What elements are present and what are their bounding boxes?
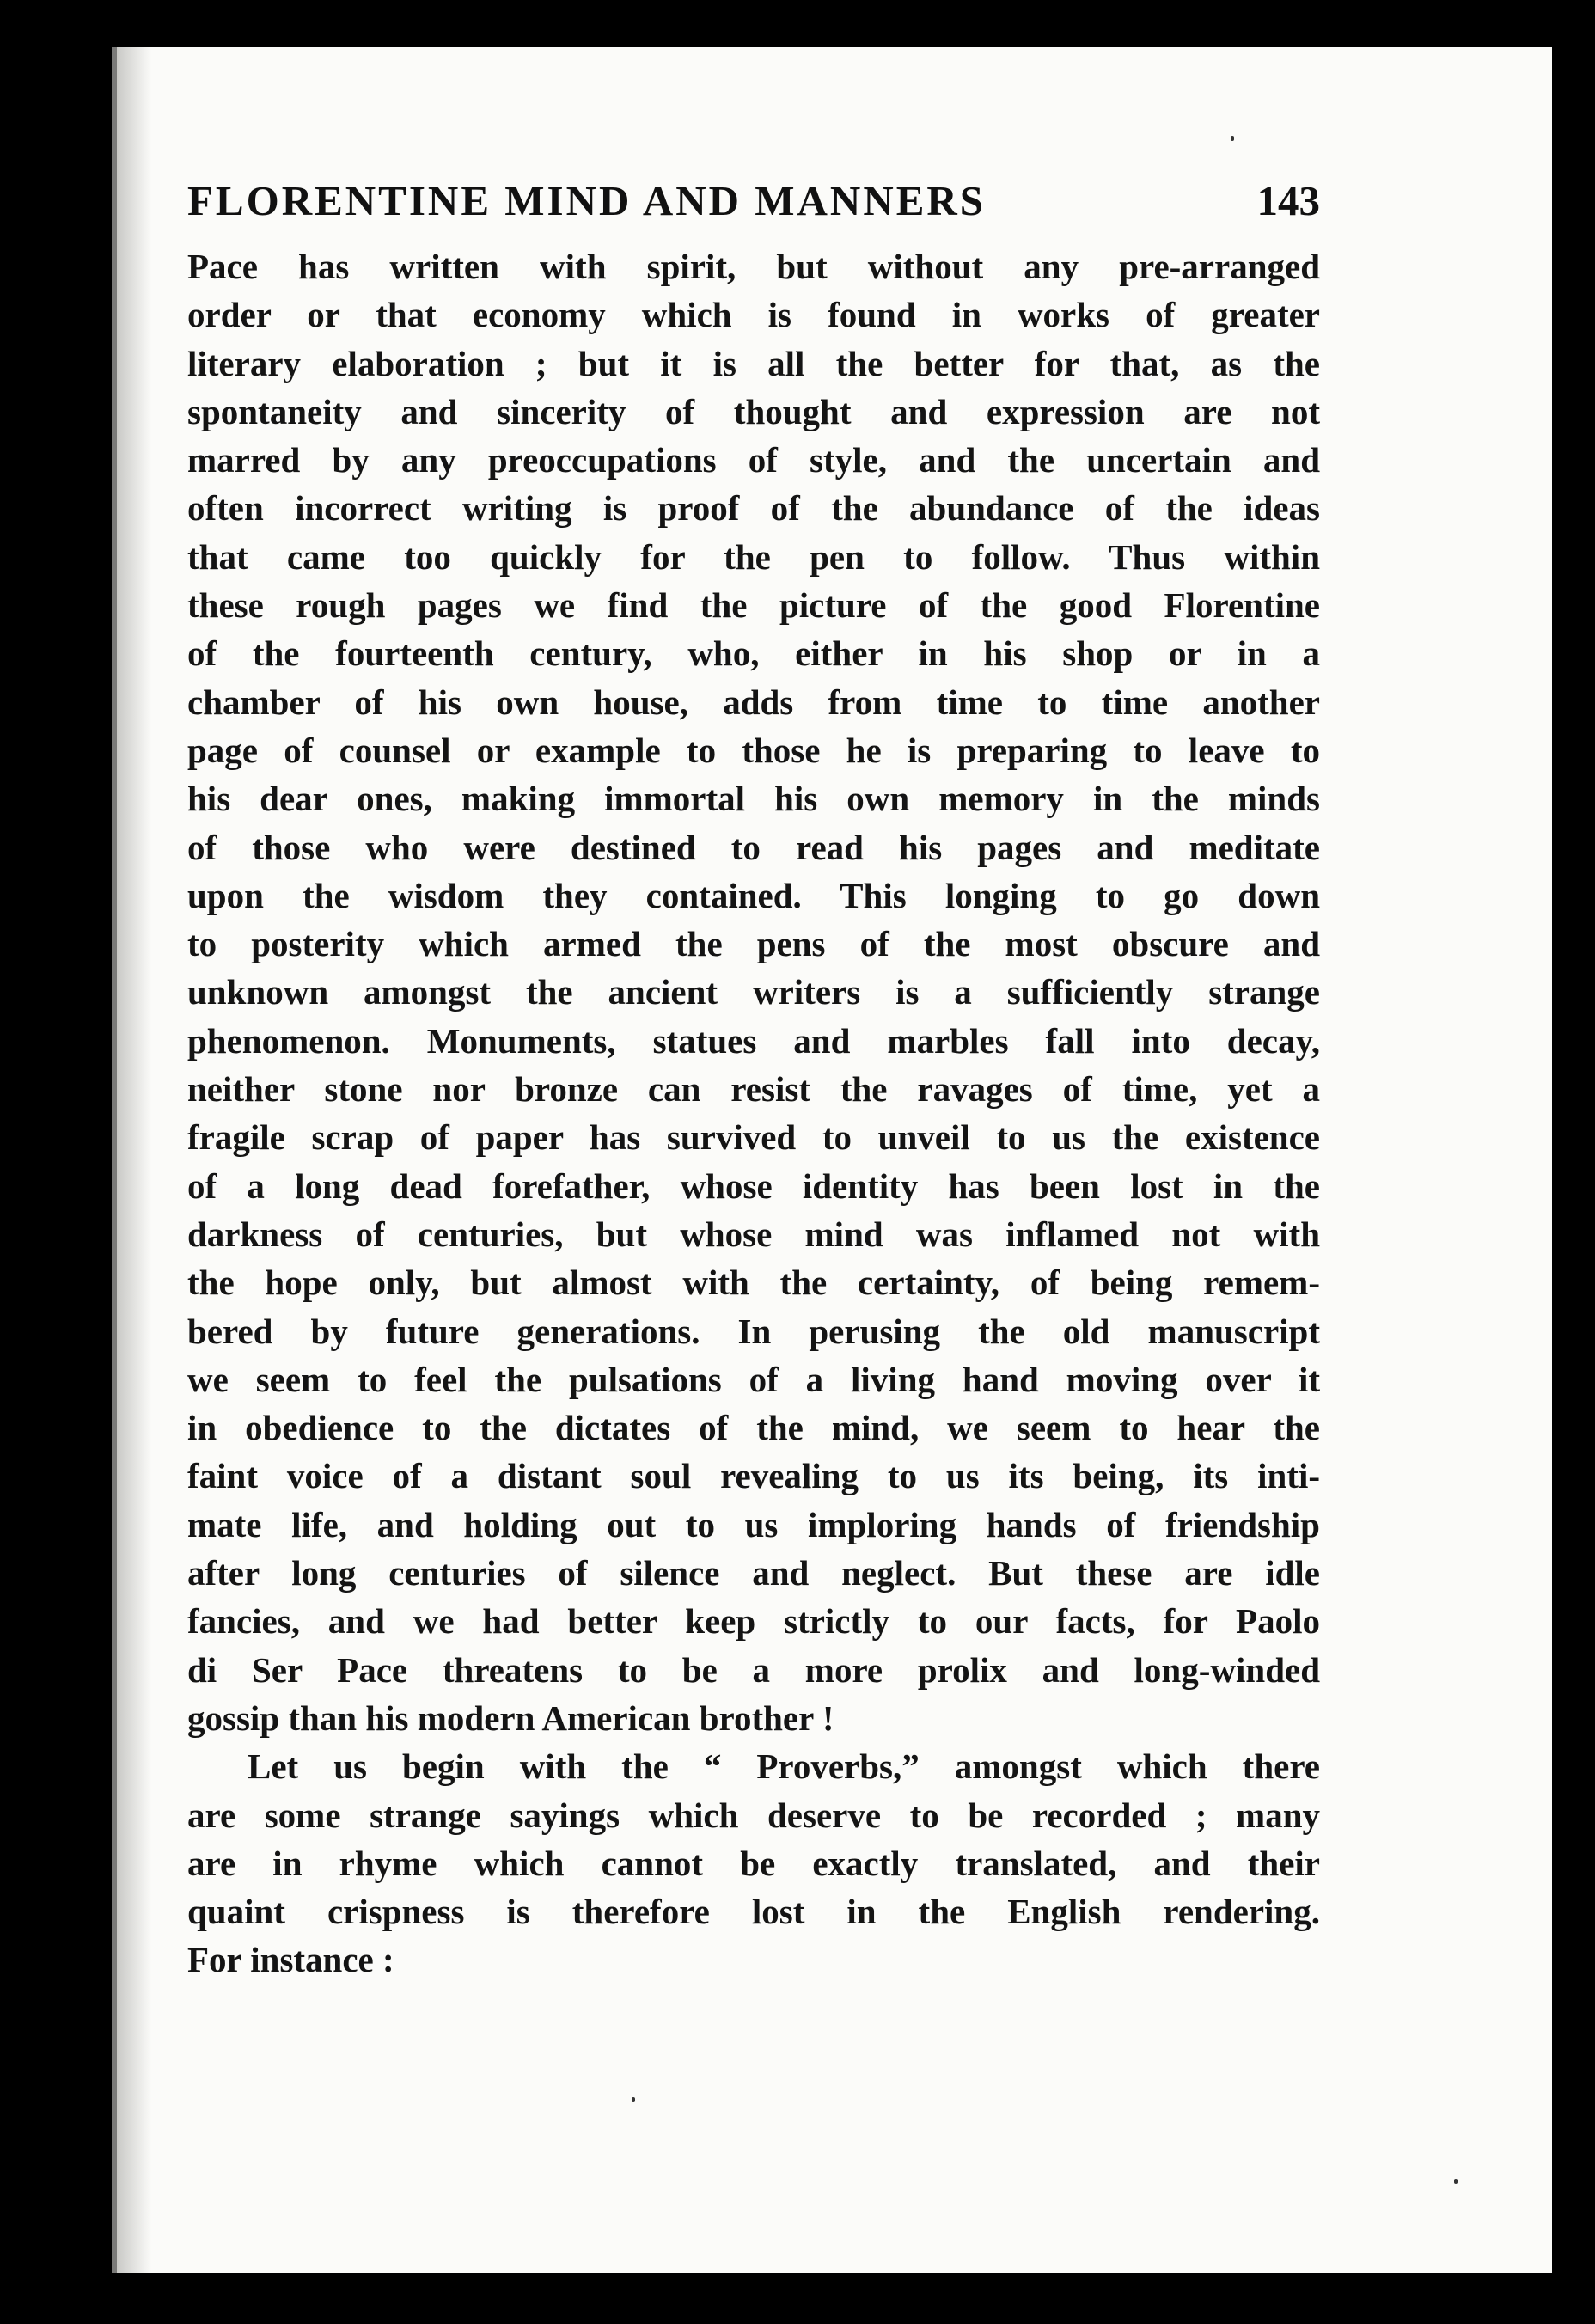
text-line: fragile scrap of paper has survived to unveil to us the existence <box>187 1117 1320 1158</box>
text-line: of a long dead forefather, whose identity has been lost in the <box>187 1165 1320 1206</box>
body-text <box>187 242 1320 1985</box>
text-line: his dear ones, making immortal his own memory in the minds <box>187 779 1320 819</box>
text-line: neither stone nor bronze can resist the ravages of time, yet a <box>187 1069 1320 1110</box>
text-line: unknown amongst the ancient writers is a sufficiently strange <box>187 972 1320 1012</box>
text-line: quaint crispness is therefore lost in the English rendering. <box>187 1892 1320 1932</box>
text-line: the hope only, but almost with the certainty, of being remem- <box>187 1263 1320 1303</box>
text-line: we seem to feel the pulsations of a living hand moving over it <box>187 1359 1320 1399</box>
paragraph <box>187 242 1320 1742</box>
text-line: Let us begin with the “ Proverbs,” amongst which there <box>248 1746 1320 1787</box>
text-line: of those who were destined to read his pages and meditate <box>187 827 1320 867</box>
text-line: of the fourteenth century, who, either in his shop or in a <box>187 633 1320 674</box>
text-line: upon the wisdom they contained. This longing to go down <box>187 875 1320 915</box>
text-line: faint voice of a distant soul revealing to us its being, its inti- <box>187 1456 1320 1496</box>
running-title: FLORENTINE MIND AND MANNERS <box>187 177 987 224</box>
text-line: di Ser Pace threatens to be a more prolix and long-winded <box>187 1649 1320 1690</box>
scan-speck <box>1454 2179 1458 2184</box>
text-line: that came too quickly for the pen to follow. Thus within <box>187 536 1320 577</box>
page-number: 143 <box>1256 177 1320 224</box>
text-line: gossip than his modern American brother ! <box>187 1697 834 1738</box>
text-line: chamber of his own house, adds from time to time another <box>187 682 1320 722</box>
text-line: mate life, and holding out to us imploring hands of friendship <box>187 1504 1320 1544</box>
paragraph <box>187 1742 1320 1984</box>
text-line: fancies, and we had better keep strictly to our facts, for Paolo <box>187 1601 1320 1642</box>
text-line: For instance : <box>187 1940 394 1980</box>
text-line: these rough pages we find the picture of the good Florentine <box>187 585 1320 626</box>
text-line: phenomenon. Monuments, statues and marbles fall into decay, <box>187 1020 1320 1061</box>
text-line: Pace has written with spirit, but without any pre-arranged <box>187 247 1320 286</box>
text-line: are in rhyme which cannot be exactly translated, and their <box>187 1843 1320 1883</box>
text-line: bered by future generations. In perusing the old manuscript <box>187 1311 1320 1351</box>
gutter-shadow <box>117 47 151 2273</box>
scan-speck <box>632 2097 635 2102</box>
text-line: spontaneity and sincerity of thought and expression are not <box>187 391 1320 431</box>
text-line: in obedience to the dictates of the mind, we seem to hear the <box>187 1408 1320 1448</box>
text-line: order or that economy which is found in works of greater <box>187 295 1320 335</box>
text-line: literary elaboration ; but it is all the better for that, as the <box>187 343 1320 383</box>
text-line: page of counsel or example to those he is preparing to leave to <box>187 730 1320 770</box>
page-header <box>187 176 1320 236</box>
text-line: after long centuries of silence and neglect. But these are idle <box>187 1553 1320 1593</box>
text-line: darkness of centuries, but whose mind was inflamed not with <box>187 1214 1320 1254</box>
text-line: to posterity which armed the pens of the most obscure and <box>187 924 1320 964</box>
text-line: are some strange sayings which deserve to be recorded ; many <box>187 1795 1320 1835</box>
text-line: marred by any preoccupations of style, and the uncertain and <box>187 440 1320 480</box>
scan-speck <box>1231 136 1234 141</box>
text-line: often incorrect writing is proof of the abundance of the ideas <box>187 488 1320 529</box>
